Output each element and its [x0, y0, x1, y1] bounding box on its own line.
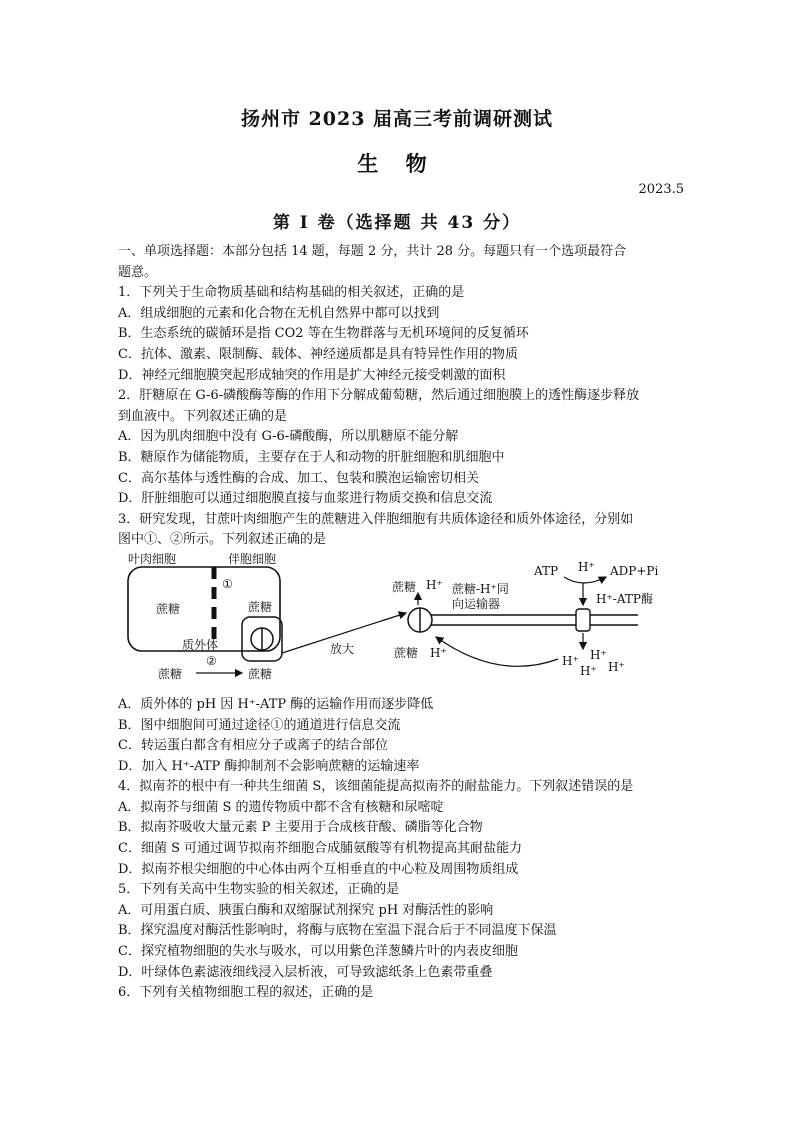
sucrose-transport-diagram: [118, 553, 678, 691]
atpase-icon: [576, 609, 590, 631]
question-5-option-b: B．探究温度对酶活性影响时，将酶与底物在室温下混合后于不同温度下保温: [118, 923, 557, 939]
question-1-option-a: A．组成细胞的元素和化合物在无机自然界中都可以找到: [118, 305, 440, 321]
question-3-option-d: D．加入 H⁺-ATP 酶抑制剂不会影响蔗糖的运输速率: [118, 758, 420, 774]
label-sucrose-bottom: 蔗糖: [394, 645, 419, 660]
label-hplus-c: H⁺: [580, 663, 597, 678]
label-adp: ADP+Pi: [610, 563, 659, 578]
question-4-option-a: A．拟南芥与细菌 S 的遗传物质中都不含有核糖和尿嘧啶: [118, 799, 444, 815]
label-sucrose-right: 蔗糖: [248, 599, 273, 614]
question-6-stem: 6．下列有关植物细胞工程的叙述，正确的是: [118, 985, 374, 1001]
instructions-line: 题意。: [118, 264, 158, 280]
question-2-stem: 到血液中。下列叙述正确的是: [118, 408, 288, 424]
question-3-option-b: B．图中细胞间可通过途径①的通道进行信息交流: [118, 717, 401, 733]
label-atp: ATP: [534, 563, 559, 578]
question-5-option-d: D．叶绿体色素滤液细线浸入层析液，可导致滤纸条上色素带重叠: [118, 964, 493, 980]
question-3-stem: 3．研究发现，甘蔗叶肉细胞产生的蔗糖进入伴胞细胞有共质体途径和质外体途径，分别如: [118, 511, 634, 527]
question-3-option-c: C．转运蛋白都含有相应分子或离子的结合部位: [118, 738, 388, 754]
section-title: 第 Ⅰ 卷（选择题 共 43 分）: [272, 213, 522, 233]
label-mesophyll: 叶肉细胞: [128, 552, 177, 566]
question-4-option-c: C．细菌 S 可通过调节拟南芥细胞合成脯氨酸等有机物提高其耐盐能力: [118, 841, 523, 857]
question-1-option-b: B．生态系统的碳循环是指 CO2 等在生物群落与无机环境间的反复循环: [118, 326, 529, 342]
question-4-option-b: B．拟南芥吸收大量元素 P 主要用于合成核苷酸、磷脂等化合物: [118, 820, 483, 836]
question-2-option-c: C．高尔基体与透性酶的合成、加工、包装和膜泡运输密切相关: [118, 470, 479, 486]
label-sucrose-left: 蔗糖: [156, 601, 181, 616]
instructions-line: 一、单项选择题：本部分包括 14 题，每题 2 分，共计 28 分。每题只有一个选项最符合: [118, 244, 627, 259]
exam-date: 2023.5: [638, 182, 684, 197]
question-1-option-d: D．神经元细胞膜突起形成轴突的作用是扩大神经元接受刺激的面积: [118, 367, 506, 383]
question-1-option-c: C．抗体、激素、限制酶、载体、神经递质都是具有特异性作用的物质: [118, 346, 518, 362]
subject-title: 生 物: [357, 151, 437, 176]
question-2-option-b: B．糖原作为储能物质，主要存在于人和动物的肝脏细胞和肌细胞中: [118, 449, 505, 465]
question-2-option-a: A．因为肌肉细胞中没有 G-6-磷酸酶，所以肌糖原不能分解: [118, 429, 459, 445]
label-sucrose-apoplast: 蔗糖: [158, 666, 183, 681]
label-enlarge: 放大: [330, 641, 355, 656]
question-3-option-a: A．质外体的 pH 因 H⁺-ATP 酶的运输作用而逐步降低: [118, 696, 434, 712]
label-pathway-2: ②: [206, 653, 217, 668]
question-4-stem: 4．拟南芥的根中有一种共生细菌 S，该细菌能提高拟南芥的耐盐能力。下列叙述错误的是: [118, 779, 634, 795]
question-3-stem: 图中①、②所示。下列叙述正确的是: [118, 532, 327, 548]
label-hplus-d: H⁺: [608, 659, 625, 674]
question-2-option-d: D．肝脏细胞可以通过细胞膜直接与血浆进行物质交换和信息交流: [118, 491, 493, 507]
label-hplus-bottom: H⁺: [430, 645, 447, 660]
label-sucrose-companion: 蔗糖: [248, 666, 273, 681]
label-companion: 伴胞细胞: [228, 552, 277, 566]
diagram-svg: [118, 553, 678, 691]
question-5-option-a: A．可用蛋白质、胰蛋白酶和双缩脲试剂探究 pH 对酶活性的影响: [118, 902, 494, 918]
question-content: [118, 242, 678, 1004]
label-hplus-b: H⁺: [590, 647, 607, 662]
question-1-stem: 1．下列关于生命物质基础和结构基础的相关叙述，正确的是: [118, 285, 465, 301]
question-4-option-d: D．拟南芥根尖细胞的中心体由两个互相垂直的中心粒及周围物质组成: [118, 861, 519, 877]
label-hplus-atpase: H⁺: [578, 559, 595, 574]
label-atpase: H⁺-ATP酶: [596, 591, 653, 606]
exam-title: 扬州市 2023 届高三考前调研测试: [240, 108, 554, 130]
question-2-stem: 2．肝糖原在 G-6-磷酸酶等酶的作用下分解成葡萄糖，然后通过细胞膜上的透性酶逐步释放: [118, 388, 640, 404]
label-cotransporter-1: 蔗糖-H⁺同: [452, 581, 509, 596]
question-5-stem: 5．下列有关高中生物实验的相关叙述，正确的是: [118, 882, 400, 898]
label-hplus-top: H⁺: [426, 577, 443, 592]
label-apoplast: 质外体: [182, 637, 219, 652]
label-sucrose-top: 蔗糖: [392, 579, 417, 594]
label-cotransporter-2: 向运输器: [452, 596, 501, 611]
label-hplus-a: H⁺: [562, 653, 579, 668]
question-5-option-c: C．探究植物细胞的失水与吸水，可以用紫色洋葱鳞片叶的内表皮细胞: [118, 944, 518, 960]
label-pathway-1: ①: [222, 576, 233, 591]
